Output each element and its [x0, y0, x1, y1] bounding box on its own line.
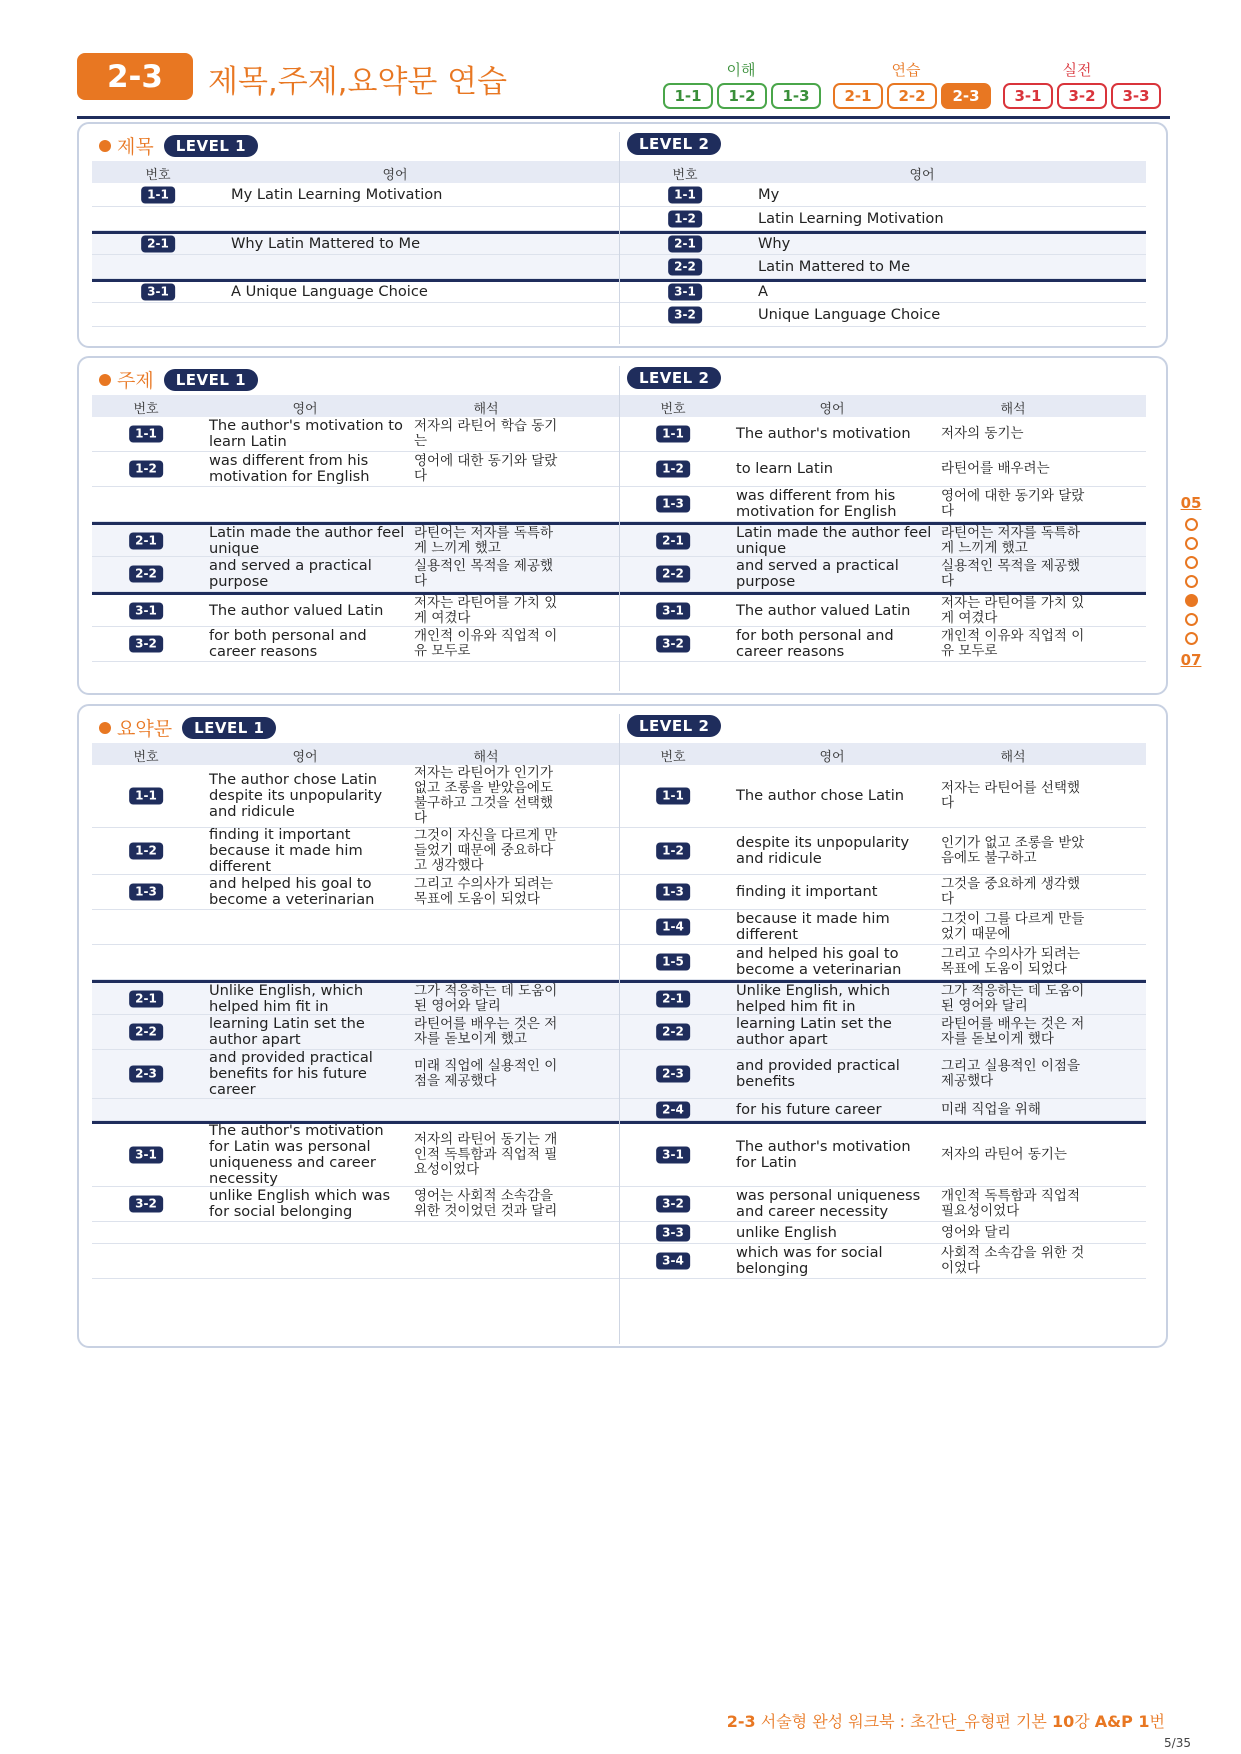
table-row [92, 592, 619, 627]
row-number-badge: 1-4 [656, 919, 690, 936]
row-number-badge: 3-2 [656, 1196, 690, 1213]
chapter-circle-icon [1185, 537, 1198, 550]
row-number-badge: 2-3 [656, 1066, 690, 1083]
row-number-badge: 2-1 [656, 532, 690, 549]
table-row [92, 1099, 619, 1121]
english-text: and provided practical benefits for his future career [209, 1049, 373, 1098]
table-row [619, 980, 1146, 1015]
level2-pill: LEVEL 2 [627, 715, 721, 737]
chapter-circle-icon [1185, 575, 1198, 588]
row-number-badge: 1-1 [129, 426, 163, 443]
english-text: The author's motivation to learn Latin [209, 417, 403, 450]
table-header [619, 743, 1146, 765]
tab-2-1[interactable]: 2-1 [833, 83, 883, 109]
topic-level2-label [627, 367, 721, 389]
table-row [92, 875, 619, 910]
chapter-circle-icon [1185, 632, 1198, 645]
footer-suffix: 번 [1149, 1712, 1165, 1731]
row-number-badge: 2-1 [129, 532, 163, 549]
category-real: 실전 [1062, 61, 1092, 79]
tabs-practice [833, 83, 995, 109]
korean-translation: 미래 직업에 실용적인 이점을 제공했다 [414, 1058, 558, 1089]
table-row [92, 945, 619, 980]
english-text: was different from his motivation for English [209, 452, 370, 485]
korean-translation: 저자의 라틴어 학습 동기는 [414, 418, 558, 449]
table-row [92, 910, 619, 945]
english-text: to learn Latin [736, 460, 833, 477]
page-number: 5/35 [1164, 1736, 1191, 1750]
col-header-number: 번호 [660, 750, 686, 765]
table-row [619, 910, 1146, 945]
tab-1-1[interactable]: 1-1 [663, 83, 713, 109]
current-chapter-circle-icon [1185, 594, 1198, 607]
table-row [619, 1015, 1146, 1050]
english-text: and helped his goal to become a veterinarian [209, 875, 375, 908]
row-number-badge: 3-1 [141, 284, 175, 301]
row-number-badge: 2-4 [656, 1101, 690, 1118]
table-header [92, 743, 619, 765]
tab-1-3[interactable]: 1-3 [771, 83, 821, 109]
table-row [619, 627, 1146, 662]
table-row [92, 557, 619, 592]
table-row [619, 417, 1146, 452]
english-text: The author's motivation for Latin was personal uniqueness and career necessity [209, 1122, 384, 1187]
row-number-badge: 2-1 [141, 236, 175, 253]
row-number-badge: 2-1 [668, 236, 702, 253]
row-number-badge: 1-1 [668, 186, 702, 203]
row-number-badge: 3-3 [656, 1224, 690, 1241]
chapter-progress-marker [1178, 494, 1204, 669]
korean-translation: 라틴어는 저자를 독특하게 느끼게 했고 [941, 524, 1080, 556]
table-row [92, 980, 619, 1015]
row-number-badge: 2-1 [129, 990, 163, 1007]
english-text: The author valued Latin [209, 601, 384, 619]
chapter-end-number: 07 [1180, 651, 1202, 669]
bullet-dot-icon [99, 722, 111, 734]
korean-translation: 영어에 대한 동기와 달랐다 [414, 453, 558, 484]
table-row [619, 1187, 1146, 1222]
english-text: A [758, 283, 768, 300]
row-number-badge: 3-4 [656, 1253, 690, 1270]
table-row [92, 1187, 619, 1222]
row-number-badge: 1-2 [129, 843, 163, 860]
korean-translation: 그리고 실용적인 이점을 제공했다 [941, 1058, 1080, 1089]
korean-translation: 그것이 그를 다르게 만들었기 때문에 [941, 911, 1085, 942]
row-number-badge: 2-2 [668, 258, 702, 275]
table-row [92, 279, 619, 303]
level1-pill: LEVEL 1 [164, 369, 258, 391]
english-text: and served a practical purpose [209, 557, 372, 590]
row-number-badge: 3-1 [668, 284, 702, 301]
english-text: Latin made the author feel unique [209, 523, 405, 557]
table-row [619, 557, 1146, 592]
table-row [619, 1222, 1146, 1244]
row-number-badge: 3-1 [656, 1147, 690, 1164]
chapter-circle-icon [1185, 613, 1198, 626]
korean-translation: 개인적 이유와 직업적 이유 모두로 [414, 628, 558, 659]
english-text: despite its unpopularity and ridicule [736, 834, 910, 867]
header-divider [77, 116, 1170, 119]
row-number-badge: 2-2 [656, 1024, 690, 1041]
english-text: was personal uniqueness and career necessity [736, 1187, 921, 1220]
table-row [92, 207, 619, 231]
tabs-understand [663, 83, 825, 109]
table-row [92, 231, 619, 255]
table-row [92, 1121, 619, 1187]
korean-translation: 그가 적응하는 데 도움이 된 영어와 달리 [414, 982, 558, 1014]
col-header-number: 번호 [660, 402, 686, 417]
footer-code: 2-3 [726, 1712, 756, 1731]
row-number-badge: 2-1 [656, 990, 690, 1007]
section-name: 제목 [117, 136, 154, 158]
page-title: 제목,주제,요약문 연습 [208, 64, 508, 100]
table-row [619, 828, 1146, 875]
english-text: finding it important because it made him different [209, 826, 363, 875]
table-row [619, 1099, 1146, 1121]
col-header-number: 번호 [672, 168, 698, 183]
col-header-number: 번호 [133, 402, 159, 417]
english-text: unlike English which was for social belonging [209, 1187, 391, 1220]
english-text: because it made him different [736, 910, 890, 943]
table-row [619, 945, 1146, 980]
col-header-korean: 해석 [1000, 750, 1026, 765]
category-practice: 연습 [891, 61, 921, 79]
korean-translation: 사회적 소속감을 위한 것이었다 [941, 1245, 1085, 1276]
korean-translation: 개인적 독특함과 직업적 필요성이었다 [941, 1188, 1080, 1219]
english-text: Why [758, 235, 791, 252]
english-text: Latin Mattered to Me [758, 257, 911, 275]
category-understand: 이해 [726, 61, 756, 79]
col-header-english: 영어 [382, 168, 408, 183]
english-text: A Unique Language Choice [231, 283, 428, 300]
row-number-badge: 1-1 [656, 788, 690, 805]
tabs-real [1003, 83, 1165, 109]
col-header-number: 번호 [145, 168, 171, 183]
english-text: The author's motivation for Latin [736, 1138, 911, 1171]
title-panel [77, 122, 1168, 348]
tab-2-2[interactable]: 2-2 [887, 83, 937, 109]
table-row [92, 1015, 619, 1050]
topic-panel [77, 356, 1168, 695]
tab-3-3[interactable]: 3-3 [1111, 83, 1161, 109]
tab-3-2[interactable]: 3-2 [1057, 83, 1107, 109]
english-text: My Latin Learning Motivation [231, 185, 443, 203]
tab-3-1[interactable]: 3-1 [1003, 83, 1053, 109]
english-text: The author's motivation [736, 425, 911, 442]
korean-translation: 미래 직업을 위해 [941, 1101, 1041, 1117]
table-row [92, 303, 619, 327]
english-text: Why Latin Mattered to Me [231, 235, 421, 252]
table-row [92, 627, 619, 662]
korean-translation: 그리고 수의사가 되려는 목표에 도움이 되었다 [414, 876, 553, 907]
title-level1-label [99, 132, 258, 159]
english-text: Latin Learning Motivation [758, 209, 944, 227]
row-number-badge: 1-2 [668, 210, 702, 227]
row-number-badge: 3-2 [656, 636, 690, 653]
english-text: learning Latin set the author apart [209, 1015, 365, 1048]
column-divider [619, 366, 620, 691]
table-row [619, 487, 1146, 522]
row-number-badge: 3-1 [656, 602, 690, 619]
table-row [619, 303, 1146, 327]
chapter-start-number: 05 [1180, 494, 1202, 512]
english-text: Unlike English, which helped him fit in [736, 981, 891, 1015]
korean-translation: 라틴어는 저자를 독특하게 느끼게 했고 [414, 524, 553, 556]
chapter-circle-icon [1185, 518, 1198, 531]
english-text: was different from his motivation for English [736, 487, 897, 520]
korean-translation: 실용적인 목적을 제공했다 [414, 558, 553, 589]
row-number-badge: 2-2 [129, 566, 163, 583]
table-header [619, 395, 1146, 417]
row-number-badge: 1-1 [141, 186, 175, 203]
col-header-english: 영어 [292, 750, 318, 765]
footer-lesson-unit: 강 [1074, 1712, 1095, 1731]
col-header-number: 번호 [133, 750, 159, 765]
col-header-english: 영어 [819, 750, 845, 765]
table-row [92, 765, 619, 828]
level2-pill: LEVEL 2 [627, 367, 721, 389]
table-row [92, 183, 619, 207]
table-row [619, 183, 1146, 207]
korean-translation: 그가 적응하는 데 도움이 된 영어와 달리 [941, 982, 1085, 1014]
korean-translation: 영어와 달리 [941, 1224, 1011, 1240]
level2-pill: LEVEL 2 [627, 133, 721, 155]
table-row [619, 231, 1146, 255]
row-number-badge: 2-3 [129, 1066, 163, 1083]
row-number-badge: 2-2 [129, 1024, 163, 1041]
row-number-badge: 1-2 [656, 843, 690, 860]
korean-translation: 라틴어를 배우려는 [941, 460, 1050, 477]
korean-translation: 저자는 라틴어가 인기가 없고 조롱을 받았음에도 불구하고 그것을 선택했다 [414, 765, 553, 826]
korean-translation: 저자의 동기는 [941, 425, 1024, 442]
column-divider [619, 714, 620, 1344]
footer-brand: A&P 1 [1094, 1712, 1150, 1731]
tab-2-3-active[interactable]: 2-3 [941, 83, 991, 109]
summary-level2-label [627, 715, 721, 737]
row-number-badge: 3-1 [129, 1147, 163, 1164]
level1-pill: LEVEL 1 [164, 135, 258, 157]
english-text: The author chose Latin [736, 787, 905, 804]
col-header-english: 영어 [292, 402, 318, 417]
table-row [619, 1050, 1146, 1099]
section-name: 주제 [117, 370, 154, 392]
row-number-badge: 1-3 [129, 884, 163, 901]
row-number-badge: 1-5 [656, 954, 690, 971]
footer-text [727, 1709, 1165, 1732]
table-header [92, 161, 619, 183]
title-level2-label [627, 133, 721, 155]
korean-translation: 개인적 이유와 직업적 이유 모두로 [941, 628, 1085, 659]
row-number-badge: 2-2 [656, 566, 690, 583]
english-text: and provided practical benefits [736, 1057, 900, 1090]
table-row [619, 207, 1146, 231]
korean-translation: 저자는 라틴어를 가치 있게 여겼다 [414, 594, 558, 626]
footer-lesson: 10 [1051, 1712, 1075, 1731]
table-row [619, 452, 1146, 487]
column-divider [619, 132, 620, 344]
english-text: which was for social belonging [736, 1244, 883, 1277]
korean-translation: 그것이 자신을 다르게 만들었기 때문에 중요하다고 생각했다 [414, 827, 558, 874]
section-name: 요약문 [117, 718, 173, 740]
table-header [619, 161, 1146, 183]
table-row [92, 1050, 619, 1099]
footer-book-title: 서술형 완성 워크북 : 초간단_유형편 기본 [760, 1712, 1052, 1731]
korean-translation: 저자의 라틴어 동기는 개인적 독특함과 직업적 필요성이었다 [414, 1131, 558, 1178]
col-header-english: 영어 [909, 168, 935, 183]
table-row [619, 522, 1146, 557]
tab-1-2[interactable]: 1-2 [717, 83, 767, 109]
korean-translation: 그리고 수의사가 되려는 목표에 도움이 되었다 [941, 946, 1080, 977]
table-row [92, 452, 619, 487]
table-header [92, 395, 619, 417]
korean-translation: 영어에 대한 동기와 달랐다 [941, 488, 1085, 519]
table-row [92, 417, 619, 452]
table-row [619, 279, 1146, 303]
chapter-circle-icon [1185, 556, 1198, 569]
english-text: for both personal and career reasons [736, 627, 894, 660]
english-text: finding it important [736, 883, 878, 900]
row-number-badge: 3-2 [129, 636, 163, 653]
table-row [619, 255, 1146, 279]
summary-level1-label [99, 714, 276, 741]
table-row [92, 487, 619, 522]
korean-translation: 그것을 중요하게 생각했다 [941, 876, 1080, 907]
korean-translation: 라틴어를 배우는 것은 저자를 돋보이게 했다 [941, 1016, 1085, 1047]
row-number-badge: 1-2 [129, 461, 163, 478]
row-number-badge: 3-2 [668, 306, 702, 323]
row-number-badge: 1-3 [656, 496, 690, 513]
korean-translation: 저자의 라틴어 동기는 [941, 1146, 1067, 1163]
col-header-korean: 해석 [1000, 402, 1026, 417]
col-header-korean: 해석 [473, 402, 499, 417]
table-row [92, 1244, 619, 1279]
english-text: The author chose Latin despite its unpopularity and ridicule [209, 771, 383, 820]
english-text: and served a practical purpose [736, 557, 899, 590]
table-row [92, 522, 619, 557]
korean-translation: 라틴어를 배우는 것은 저자를 돋보이게 했고 [414, 1016, 558, 1047]
row-number-badge: 1-1 [656, 426, 690, 443]
english-text: and helped his goal to become a veterinarian [736, 945, 902, 978]
english-text: for both personal and career reasons [209, 627, 367, 660]
bullet-dot-icon [99, 374, 111, 386]
korean-translation: 인기가 없고 조롱을 받았음에도 불구하고 [941, 835, 1085, 866]
english-text: Unlike English, which helped him fit in [209, 981, 364, 1015]
table-row [92, 1222, 619, 1244]
english-text: unlike English [736, 1223, 837, 1241]
topic-level1-label [99, 366, 258, 393]
table-row [92, 255, 619, 279]
english-text: for his future career [736, 1100, 882, 1118]
korean-translation: 실용적인 목적을 제공했다 [941, 558, 1080, 589]
korean-translation: 저자는 라틴어를 선택했다 [941, 780, 1080, 811]
table-row [619, 1121, 1146, 1187]
bullet-dot-icon [99, 140, 111, 152]
row-number-badge: 1-2 [656, 461, 690, 478]
col-header-korean: 해석 [473, 750, 499, 765]
level1-pill: LEVEL 1 [182, 717, 276, 739]
row-number-badge: 1-1 [129, 788, 163, 805]
table-row [92, 828, 619, 875]
table-row [619, 765, 1146, 828]
table-row [619, 592, 1146, 627]
english-text: learning Latin set the author apart [736, 1015, 892, 1048]
english-text: My [758, 185, 780, 203]
korean-translation: 저자는 라틴어를 가치 있게 여겼다 [941, 594, 1085, 626]
row-number-badge: 1-3 [656, 884, 690, 901]
english-text: The author valued Latin [736, 601, 911, 619]
english-text: Unique Language Choice [758, 305, 941, 323]
col-header-english: 영어 [819, 402, 845, 417]
section-badge: 2-3 [77, 53, 193, 100]
table-row [619, 1244, 1146, 1279]
korean-translation: 영어는 사회적 소속감을 위한 것이었던 것과 달리 [414, 1188, 558, 1219]
english-text: Latin made the author feel unique [736, 523, 932, 557]
table-row [619, 875, 1146, 910]
summary-panel [77, 704, 1168, 1348]
chapter-circles [1178, 518, 1204, 645]
row-number-badge: 3-1 [129, 602, 163, 619]
row-number-badge: 3-2 [129, 1196, 163, 1213]
